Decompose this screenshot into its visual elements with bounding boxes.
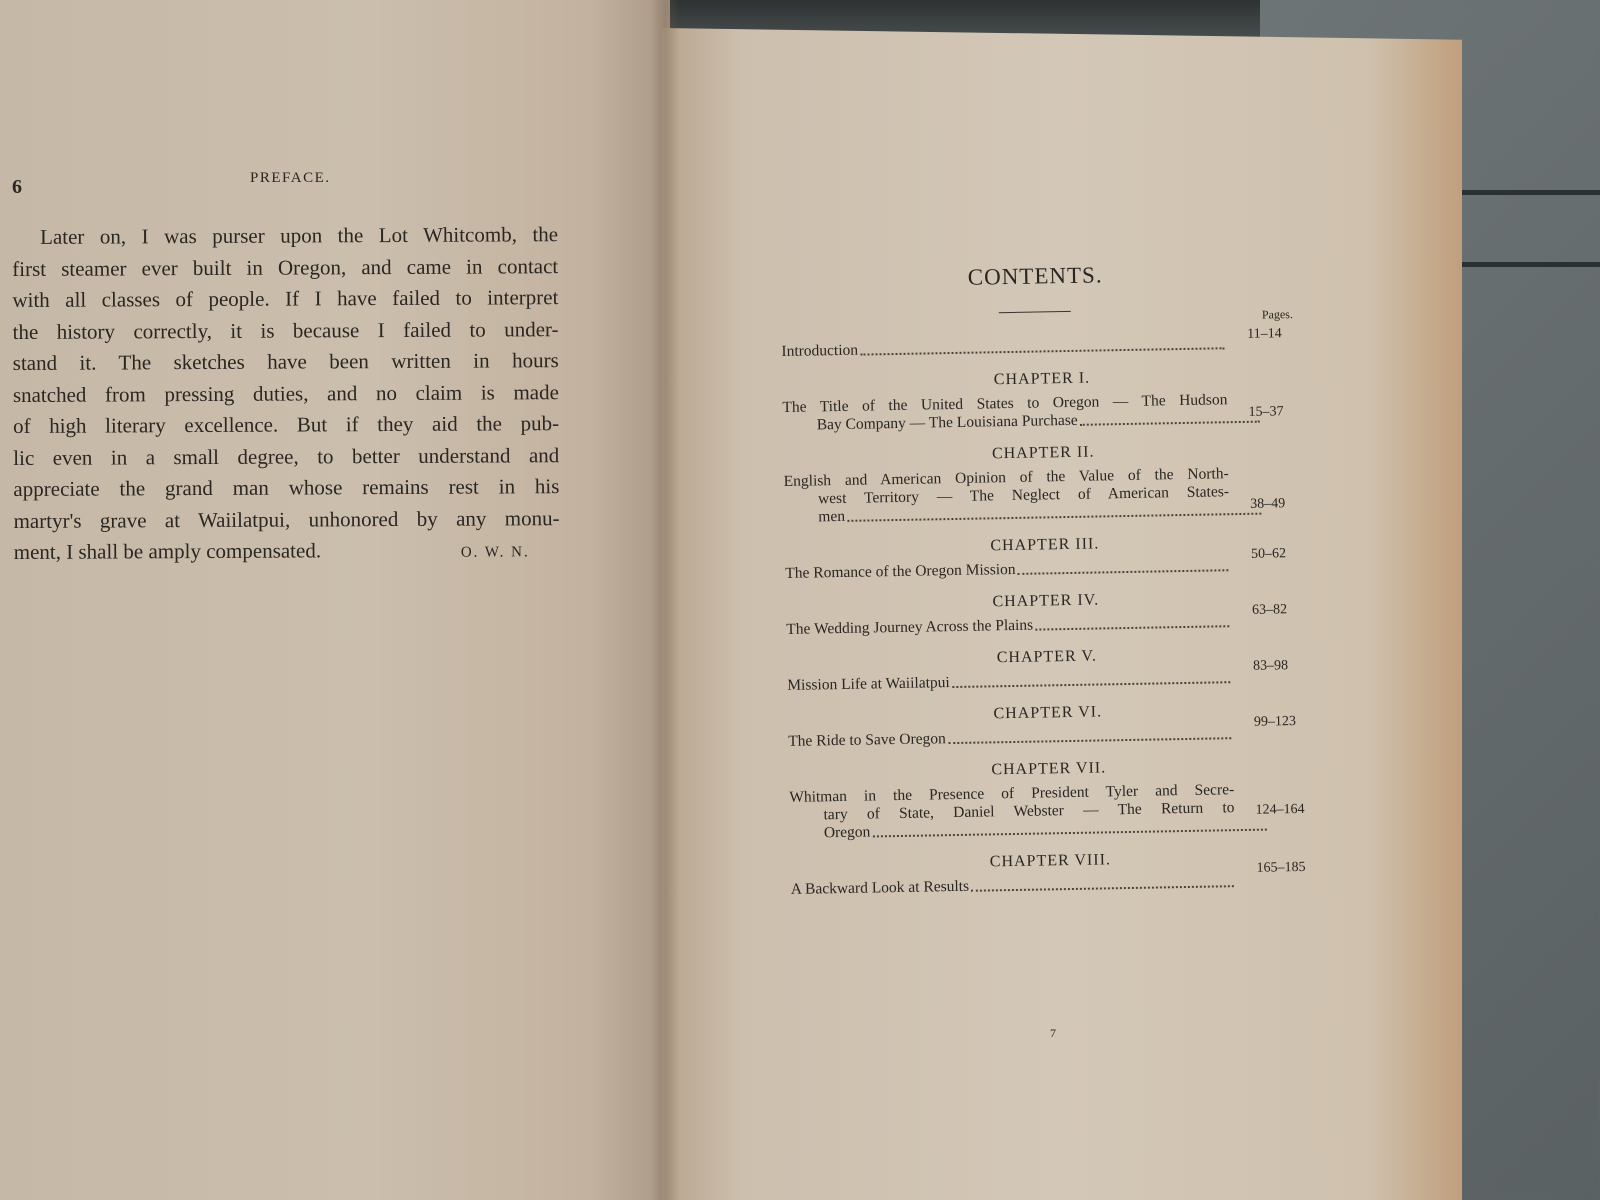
page-number-left: 6 <box>12 176 22 198</box>
pages-column-label: Pages. <box>1261 307 1294 322</box>
toc-entry-introduction <box>781 326 1311 361</box>
toc-entry <box>787 658 1317 695</box>
preface-text <box>12 219 560 571</box>
text-line: with all classes of people. If I have failed to interpret <box>12 285 559 312</box>
text-line: stand it. The sketches have been written in hours <box>12 348 559 375</box>
entry-line: A Backward Look at Results <box>790 877 970 898</box>
text-line: snatched from pressing duties, and no claim is made <box>12 379 559 407</box>
leader-dots <box>1035 624 1229 630</box>
text-line-last <box>14 534 560 568</box>
entry-pages: 38–49 <box>1250 496 1286 512</box>
chapter-label: CHAPTER VII. <box>991 759 1107 779</box>
text-line: martyr's grave at Waiilatpui, unhonored by any monu- <box>13 505 560 533</box>
leader-dots <box>1018 568 1229 575</box>
book-gutter <box>650 0 680 1200</box>
chapter-label: CHAPTER III. <box>990 535 1100 555</box>
chapter-label: CHAPTER VIII. <box>989 851 1112 871</box>
toc-entry <box>784 464 1315 527</box>
toc-entry <box>789 780 1320 843</box>
running-head: PREFACE. <box>250 170 331 186</box>
entry-pages: 15–37 <box>1248 404 1284 420</box>
entry-pages: 99–123 <box>1253 714 1297 730</box>
chapter-label: CHAPTER IV. <box>992 591 1100 611</box>
entry-pages: 83–98 <box>1252 658 1289 674</box>
table-groove <box>1440 190 1600 195</box>
chapter-label: CHAPTER VI. <box>993 703 1103 723</box>
text-line: appreciate the grand man whose remains rest in his <box>13 474 560 501</box>
entry-line: men <box>818 507 846 526</box>
chapter-label: CHAPTER V. <box>996 647 1098 667</box>
entry-pages: 11–14 <box>1247 326 1282 342</box>
text-line: ment, I shall be amply compensated. <box>13 538 322 564</box>
leader-dots <box>872 828 1266 838</box>
chapter-label: CHAPTER I. <box>993 369 1091 389</box>
entry-pages: 50–62 <box>1250 546 1287 562</box>
entry-line: west Territory — The Neglect of American States- <box>817 483 1230 508</box>
entry-line: The Romance of the Oregon Mission <box>785 560 1016 582</box>
toc-entry <box>788 714 1318 751</box>
entry-line: The Title of the United States to Oregon — The Hudson <box>782 391 1228 416</box>
toc-entry <box>782 390 1313 435</box>
text-line: first steamer ever built in Oregon, and came in contact <box>12 253 559 281</box>
entry-line: Whitman in the Presence of President Tyler and Secre- <box>789 781 1235 806</box>
leader-dots <box>948 736 1231 744</box>
heading-rule <box>999 311 1071 313</box>
entry-line: tary of State, Daniel Webster — The Return to <box>823 799 1235 824</box>
chapter-label: CHAPTER II. <box>991 443 1095 463</box>
entry-pages: 63–82 <box>1251 602 1288 618</box>
entry-line: Mission Life at Waiilatpui <box>787 674 950 694</box>
entry-pages: 165–185 <box>1256 859 1306 876</box>
entry-pages: 124–164 <box>1255 801 1305 818</box>
table-groove <box>1440 262 1600 267</box>
leader-dots <box>860 346 1224 355</box>
text-line: the history correctly, it is because I failed to under- <box>12 316 559 344</box>
signature: O. W. N. <box>460 544 530 561</box>
contents-heading: CONTENTS. <box>967 262 1103 290</box>
toc-entry <box>785 546 1315 583</box>
leader-dots <box>971 884 1234 892</box>
toc-entry <box>786 602 1316 639</box>
page-number-right: 7 <box>1050 1026 1056 1040</box>
entry-line: The Ride to Save Oregon <box>788 730 946 750</box>
entry-line: Oregon <box>823 823 871 842</box>
left-page <box>0 0 670 1200</box>
text-line: of high literary excellence. But if they aid the pub- <box>13 411 560 438</box>
table-of-contents <box>780 259 1321 899</box>
entry-title: Introduction <box>781 341 859 360</box>
leader-dots <box>847 512 1261 522</box>
entry-line: The Wedding Journey Across the Plains <box>786 616 1034 638</box>
leader-dots <box>952 680 1231 688</box>
entry-line: Bay Company — The Louisiana Purchase <box>816 411 1078 434</box>
text-line: lic even in a small degree, to better understand and <box>13 442 560 470</box>
entry-line: English and American Opinion of the Value of the North- <box>783 465 1229 490</box>
leader-dots <box>1080 420 1260 426</box>
text-line: Later on, I was purser upon the Lot Whitcomb, the <box>40 222 559 249</box>
